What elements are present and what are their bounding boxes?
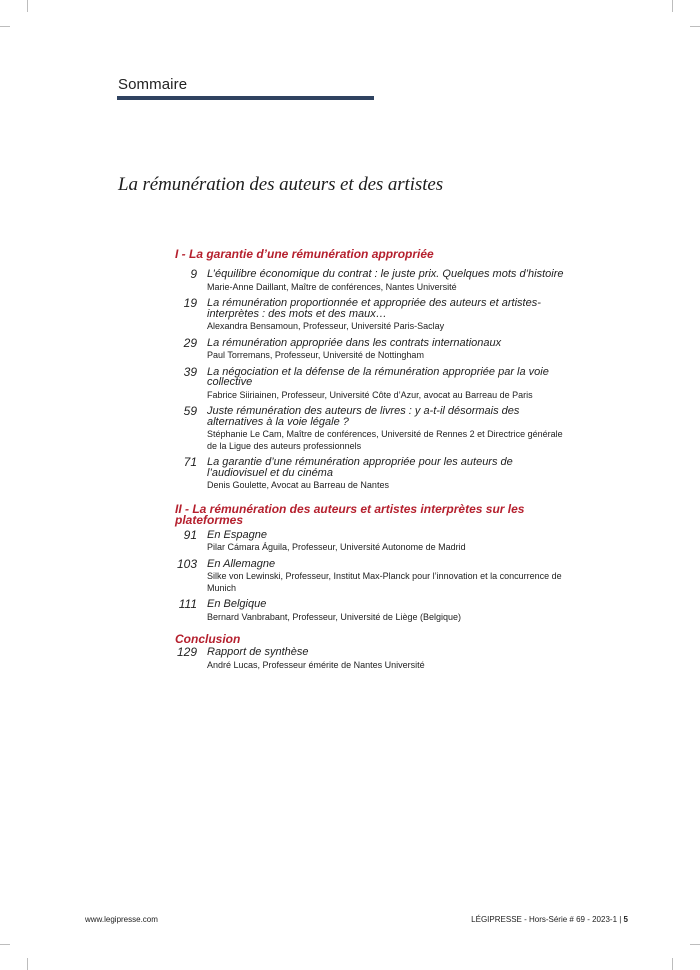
toc-entry[interactable] [175,457,575,492]
entry-page-number: 71 [183,455,197,469]
footer-publication [471,915,628,924]
entry-author: Bernard Vanbrabant, Professeur, Université de Liège (Belgique) [207,611,461,622]
footer-publication-info: LÉGIPRESSE - Hors-Série # 69 - 2023-1 | [471,915,622,924]
crop-mark [672,0,673,12]
entry-title: Juste rémunération des auteurs de livres : y a-t-il désormais des alternatives à la voie légale ? [207,405,520,428]
entry-title: En Allemagne [207,557,276,570]
entry-title: La négociation et la défense de la rémunération appropriée par la voie collective [207,365,549,388]
entry-page-number: 9 [190,267,197,281]
toc-entry[interactable] [175,364,575,402]
entry-author: Stéphanie Le Cam, Maître de conférences, Université de Rennes 2 et Directrice générale de la Ligue des auteurs professionnels [207,429,563,451]
entry-author: André Lucas, Professeur émérite de Nantes Université [207,659,425,670]
entry-page-number: 19 [183,296,197,310]
entry-page-number: 59 [183,404,197,418]
toc-entry[interactable] [175,406,575,452]
entry-title: L’équilibre économique du contrat : le juste prix. Quelques mots d’histoire [207,268,564,280]
entry-title: Rapport de synthèse [207,646,309,658]
entry-author: Paul Torremans, Professeur, Université de Nottingham [207,350,424,360]
entry-page-number: 29 [183,335,197,350]
entry-author: Silke von Lewinski, Professeur, Institut Max-Planck pour l’innovation et la concurrence de Munich [207,571,562,593]
entry-title: En Espagne [207,528,267,541]
section-heading: II - La rémunération des auteurs et artistes interprètes sur les plateformes [175,501,525,527]
entry-author: Marie-Anne Daillant, Maître de conférences, Nantes Université [207,281,457,292]
entry-author: Alexandra Bensamoun, Professeur, Université Paris-Saclay [207,321,445,331]
crop-mark [0,944,10,945]
entry-page-number: 39 [183,364,197,379]
entry-author: Denis Goulette, Avocat au Barreau de Nantes [207,480,389,490]
entry-author: Pilar Cámara Águila, Professeur, Université Autonome de Madrid [207,542,466,552]
entry-page-number: 129 [176,645,197,659]
toc-entry[interactable] [175,269,575,293]
entry-title: La rémunération proportionnée et appropriée des auteurs et artistes-interprètes : des mots et des maux… [207,297,541,320]
toc-entry[interactable] [175,599,575,623]
entry-page-number: 103 [176,556,197,571]
crop-mark [690,26,700,27]
toc-entry[interactable] [175,556,575,595]
section-heading: I - La garantie d’une rémunération appropriée [175,247,434,261]
toc-entry[interactable] [175,298,575,333]
section-label: Sommaire [118,76,188,93]
toc-entry[interactable] [175,335,575,362]
toc-entry[interactable] [175,527,575,554]
table-of-contents [175,249,575,676]
entry-page-number: 111 [178,597,197,611]
crop-mark [690,944,700,945]
header-rule [117,96,374,100]
entry-title: La rémunération appropriée dans les contrats internationaux [207,336,502,349]
crop-mark [27,0,28,12]
footer-website-link[interactable]: www.legipresse.com [85,915,158,924]
crop-mark [672,958,673,970]
footer-page-number: 5 [623,915,628,924]
entry-page-number: 91 [183,527,197,542]
toc-entry[interactable] [175,647,575,671]
page-title: La rémunération des auteurs et des artistes [118,174,444,195]
entry-author: Fabrice Siiriainen, Professeur, Université Côte d’Azur, avocat au Barreau de Paris [207,389,533,400]
crop-mark [27,958,28,970]
entry-title: La garantie d’une rémunération appropriée pour les auteurs de l’audiovisuel et du cinéma [207,456,513,479]
crop-mark [0,26,10,27]
entry-title: En Belgique [207,598,267,610]
section-heading: Conclusion [175,632,241,646]
